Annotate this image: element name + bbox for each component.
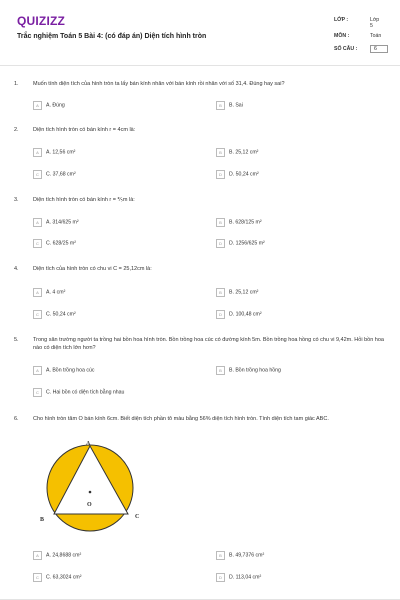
meta-grade: [334, 17, 380, 29]
question-number: 1.: [14, 81, 19, 87]
option-key: A: [33, 148, 42, 157]
answer-option[interactable]: [33, 101, 65, 109]
option-key: B: [216, 148, 225, 157]
answer-option[interactable]: [33, 551, 81, 559]
option-text: A. Đúng: [46, 102, 65, 109]
question-text: Trong sân trường người ta trồng hai bồn hoa hình tròn. Bồn trồng hoa cúc có đường kính 5m. Bồn trồng hoa hồng có chu vi 9,42m. Hỏi bồn hoa nào có diện tích lớn hơn?: [33, 337, 384, 351]
answer-option[interactable]: [216, 310, 262, 318]
answer-option[interactable]: [216, 366, 281, 374]
answer-option[interactable]: [216, 551, 264, 559]
option-key: C: [33, 239, 42, 248]
header-divider: [0, 65, 400, 66]
option-key: A: [33, 551, 42, 560]
option-text: D. 50,24 cm²: [229, 171, 259, 178]
meta-subject: [334, 33, 382, 39]
question-text: Diện tích của hình tròn có chu vi C = 25,12cm là:: [33, 266, 152, 272]
answer-option[interactable]: [216, 218, 262, 226]
question-text: Cho hình tròn tâm O bán kính 6cm. Biết diện tích phần tô màu bằng 56% diện tích hình tròn. Tính diện tích tam giác ABC.: [33, 416, 329, 422]
answer-option[interactable]: [33, 218, 79, 226]
option-key: B: [216, 101, 225, 110]
answer-option[interactable]: [216, 148, 258, 156]
meta-value: Toán: [370, 33, 382, 39]
answer-option[interactable]: [216, 239, 265, 247]
option-key: A: [33, 101, 42, 110]
option-key: C: [33, 388, 42, 397]
option-text: C. 50,24 cm²: [46, 311, 76, 318]
question-text: Diện tích hình tròn có bán kính r = 4cm là:: [33, 127, 136, 133]
question-number: 2.: [14, 127, 19, 133]
center-point: [89, 491, 92, 494]
option-key: B: [216, 366, 225, 375]
meta-label: SỐ CÂU :: [334, 46, 358, 52]
option-text: D. 1256/625 m²: [229, 240, 265, 247]
meta-value: 6: [370, 45, 388, 53]
center-label-o: O: [87, 502, 92, 508]
meta-label: LỚP :: [334, 17, 349, 23]
option-text: B. Sai: [229, 102, 243, 109]
option-text: C. 37,68 cm²: [46, 171, 76, 178]
answer-option[interactable]: [33, 573, 81, 581]
option-text: D. 113,04 cm²: [229, 574, 262, 581]
answer-option[interactable]: [216, 170, 259, 178]
answer-option[interactable]: [216, 101, 243, 109]
option-text: C. Hai bồn có diện tích bằng nhau: [46, 389, 125, 396]
option-text: B. Bồn trồng hoa hồng: [229, 367, 281, 374]
answer-option[interactable]: [216, 573, 261, 581]
option-key: D: [216, 239, 225, 248]
option-text: A. 314/625 m²: [46, 219, 79, 226]
question-number: 6.: [14, 416, 19, 422]
answer-option[interactable]: [33, 366, 94, 374]
question-number: 4.: [14, 266, 19, 272]
answer-option[interactable]: [33, 170, 76, 178]
vertex-label-b: B: [40, 517, 45, 523]
option-key: C: [33, 170, 42, 179]
meta-question-count: [334, 46, 377, 52]
option-key: D: [216, 170, 225, 179]
option-key: B: [216, 218, 225, 227]
option-text: A. 4 cm²: [46, 289, 66, 296]
answer-option[interactable]: [33, 239, 76, 247]
worksheet-header: [0, 0, 400, 65]
meta-value: Lớp 5: [370, 17, 380, 29]
answer-option[interactable]: [33, 310, 76, 318]
option-key: D: [216, 573, 225, 582]
option-key: B: [216, 288, 225, 297]
option-text: A. 24,8688 cm²: [46, 552, 82, 559]
answer-option[interactable]: [33, 288, 65, 296]
option-text: C. 63,3024 cm²: [46, 574, 82, 581]
option-key: B: [216, 551, 225, 560]
option-text: A. Bồn trồng hoa cúc: [46, 367, 95, 374]
option-text: B. 25,12 cm²: [229, 289, 259, 296]
question-number: 5.: [14, 337, 19, 343]
option-key: A: [33, 366, 42, 375]
option-text: C. 628/25 m²: [46, 240, 76, 247]
meta-label: MÔN :: [334, 33, 350, 39]
option-key: D: [216, 310, 225, 319]
question-text: Diện tích hình tròn có bán kính r = ⅖m là:: [33, 197, 135, 203]
option-text: B. 25,12 cm²: [229, 149, 259, 156]
option-text: B. 628/125 m²: [229, 219, 262, 226]
question-text: Muốn tính diện tích của hình tròn ta lấy bán kính nhân với bán kính rồi nhân với số 31,4. Đúng hay sai?: [33, 81, 285, 87]
question-number: 3.: [14, 197, 19, 203]
vertex-label-a: A: [86, 441, 91, 447]
option-key: A: [33, 218, 42, 227]
answer-option[interactable]: [33, 388, 124, 396]
answer-option[interactable]: [216, 288, 258, 296]
answer-option[interactable]: [33, 148, 75, 156]
quizizz-logo: QUIZIZZ: [17, 14, 66, 28]
option-text: A. 12,56 cm²: [46, 149, 76, 156]
option-key: C: [33, 573, 42, 582]
vertex-label-c: C: [135, 514, 140, 520]
option-key: A: [33, 288, 42, 297]
circle-triangle-figure: [34, 438, 154, 538]
option-text: B. 49,7376 cm²: [229, 552, 265, 559]
option-text: D. 100,48 cm²: [229, 311, 262, 318]
option-key: C: [33, 310, 42, 319]
page-title: Trắc nghiệm Toán 5 Bài 4: (có đáp án) Diện tích hình tròn: [17, 33, 207, 40]
